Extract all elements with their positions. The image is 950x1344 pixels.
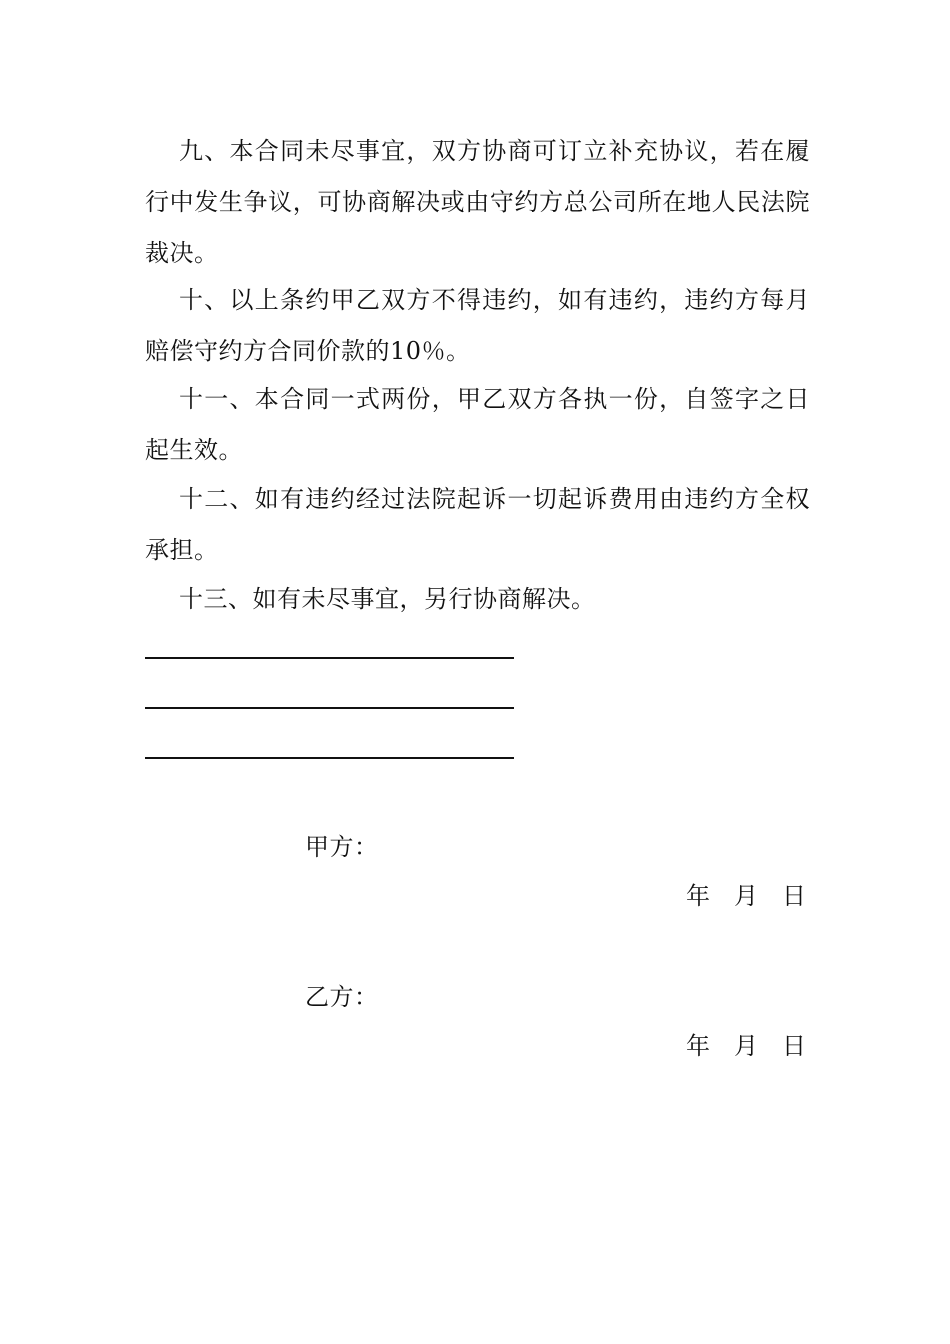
party-a-label: 甲方： bbox=[305, 833, 379, 861]
party-b-label: 乙方： bbox=[305, 983, 379, 1011]
party-b-date bbox=[686, 1031, 806, 1061]
blank-fill-line bbox=[145, 707, 514, 709]
month-label: 月 bbox=[734, 1032, 758, 1060]
day-label: 日 bbox=[782, 882, 806, 910]
clause-11: 十一、本合同一式两份，甲乙双方各执一份，自签字之日起生效。 bbox=[145, 385, 810, 464]
party-a-date bbox=[686, 881, 806, 911]
month-label: 月 bbox=[734, 882, 758, 910]
year-label: 年 bbox=[686, 882, 710, 910]
blank-fill-line bbox=[145, 757, 514, 759]
blank-fill-line bbox=[145, 657, 514, 659]
clause-13: 十三、如有未尽事宜，另行协商解决。 bbox=[179, 585, 596, 613]
clause-9: 九、本合同未尽事宜，双方协商可订立补充协议，若在履行中发生争议，可协商解决或由守约方总公司所在地人民法院裁决。 bbox=[145, 137, 810, 267]
day-label: 日 bbox=[782, 1032, 806, 1060]
clause-12: 十二、如有违约经过法院起诉一切起诉费用由违约方全权承担。 bbox=[145, 485, 810, 564]
year-label: 年 bbox=[686, 1032, 710, 1060]
clause-10: 十、以上条约甲乙双方不得违约，如有违约，违约方每月赔偿守约方合同价款的10％。 bbox=[145, 286, 810, 365]
